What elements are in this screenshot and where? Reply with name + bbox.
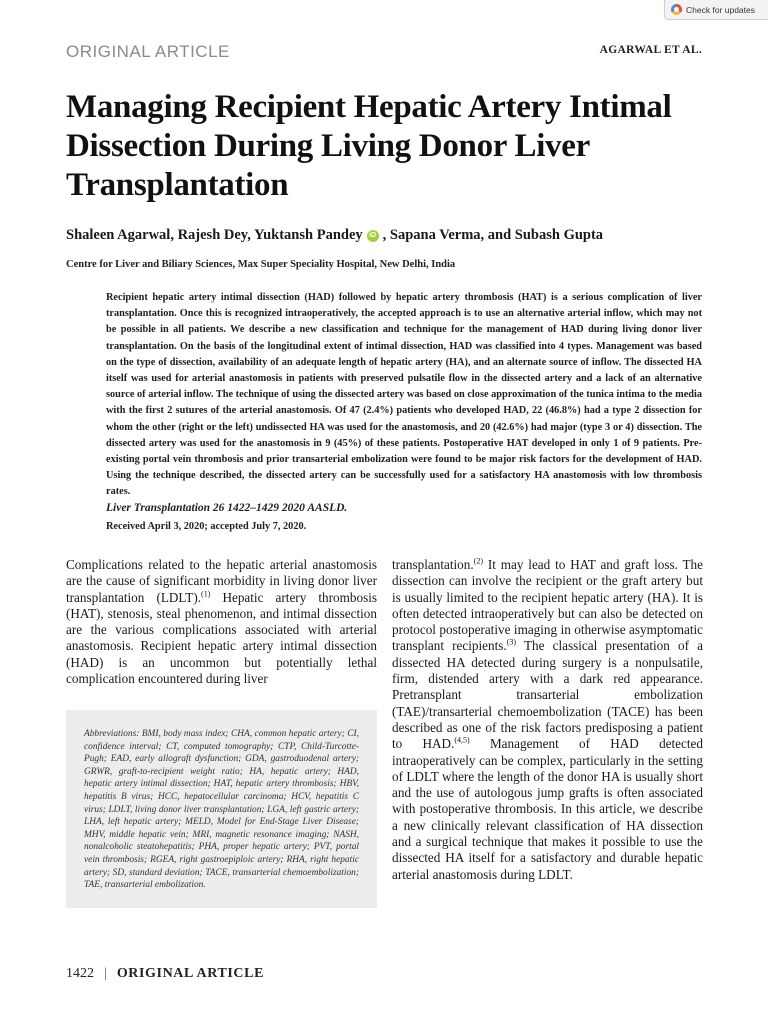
received-dates: Received April 3, 2020; accepted July 7, 2020. (106, 521, 307, 532)
body-text: Management of HAD detected intraoperatively can be complex, particularly in the setting of LDLT where the length of the donor HA is usually short and the use of autologous jump grafts is often associated with postoperative thrombosis. In this article, we describe a new clinically relevant classification of HA dissection and a surgical technique that makes it possible to use the dissected HA itself for a satisfactory and durable hepatic arterial anastomosis during LDLT. (392, 736, 703, 882)
article-title: Managing Recipient Hepatic Artery Intimal Dissection During Living Donor Liver Transplantation (66, 89, 672, 203)
body-text: Hepatic artery thrombosis (HAT), stenosis, steal phenomenon, and intimal dissection are the various complications associated with arterial anastomosis. Recipient hepatic artery intimal dissection (HAD) is an uncommon but potentially lethal complication encountered during liver (66, 589, 377, 687)
abstract: Recipient hepatic artery intimal dissection (HAD) followed by hepatic artery thrombosis (HAT) is a serious complication of liver transplantation. Once this is recognized intraoperatively, the accepted approach is to use an alternative arterial inflow, which may not be possible in all patients. We describe a new classification and technique for the management of HAD during living donor liver transplantation. On the basis of the longitudinal extent of intimal dissection, HAD was classified into 4 types. Management was based on the type of dissection, availability of an adequate length of hepatic artery (HA), and an alternate source of inflow. The dissected HA itself was used for arterial anastomosis in patients with preserved pulsatile flow in the dissected artery and a lack of an alternative source of arterial inflow. The technique of using the dissected artery was based on close approximation of the tunica intima to the media with the first 2 sutures of the arterial anastomosis. Of 47 (2.4%) patients who developed HAD, 22 (46.8%) had a type 2 dissection for whom the other (right or the left) undissected HA was used for the anastomosis, and 20 (42.6%) had major (type 3 or 4) dissection. The dissected artery was used for the anastomosis in 9 (45%) of these patients. Postoperative HAT developed in only 1 of 9 patients. Pre-existing portal vein thrombosis and prior transarterial embolization were found to be major risk factors for the development of HAD. Using the technique described, the dissected artery can be successfully used for a satisfactory HA anastomosis with low thrombosis rates. (106, 292, 702, 498)
reference-link[interactable]: (4,5) (454, 735, 470, 745)
footer-separator: | (104, 966, 107, 981)
body-text: The classical presentation of a dissected HA detected during surgery is a nonpulsatile, firm, distended artery with a dark red appearance. Pretransplant transarterial embolization (TAE)/transarterial chemoembolization (TACE) has been described as one of the risk factors predisposing a patient to HAD. (392, 638, 703, 752)
page-number: 1422 (66, 966, 94, 981)
body-text: Complications related to the hepatic arterial anastomosis are the cause of significant morbidity in living donor liver transplantation (LDLT). (66, 557, 377, 605)
orcid-icon[interactable]: iD (367, 230, 379, 242)
abbreviations-box (66, 710, 377, 908)
running-head: AGARWAL ET AL. (599, 44, 702, 56)
page-footer (66, 966, 264, 982)
authors-part-1: Shaleen Agarwal, Rajesh Dey, Yuktansh Pandey (66, 227, 363, 243)
affiliation: Centre for Liver and Biliary Sciences, Max Super Speciality Hospital, New Delhi, India (66, 259, 456, 270)
abbreviations-text: Abbreviations: BMI, body mass index; CHA, common hepatic artery; CI, confidence interval; CT, computed tomography; CTP, Child-Turcotte-Pugh; EAD, early allograft dysfunction; GDA, gastroduodenal artery; GRWR, graft-to-recipient weight ratio; HA, hepatic artery; HAD, hepatic artery intimal dissection; HAT, hepatic artery thrombosis; HBV, hepatitis B virus; HCC, hepatocellular carcinoma; HCV, hepatitis C virus; LDLT, living donor liver transplantation; LGA, left gastric artery; LHA, left hepatic artery; MELD, Model for End-Stage Liver Disease; MHV, middle hepatic vein; MRI, magnetic resonance imaging; NASH, nonalcoholic steatohepatitis; PHA, proper hepatic artery; PVT, portal vein thrombosis; RGEA, right gastroepiploic artery; RHA, right hepatic artery; SD, standard deviation; TACE, transarterial chemoembolization; TAE, transarterial embolization. (84, 729, 359, 891)
reference-link[interactable]: (2) (473, 556, 483, 566)
reference-link[interactable]: (1) (201, 589, 211, 599)
body-column-right (392, 557, 703, 883)
body-text: It may lead to HAT and graft loss. The dissection can involve the recipient or the graft artery but is usually limited to the recipient hepatic artery (HA). It is often detected intraoperatively but can also be detected on protocol postoperative imaging in otherwise asymptomatic transplant recipients. (392, 557, 703, 654)
journal-citation: Liver Transplantation 26 1422–1429 2020 AASLD. (106, 502, 348, 514)
authors-part-2: , Sapana Verma, and Subash Gupta (382, 227, 604, 243)
crossmark-icon (671, 4, 682, 15)
check-for-updates-button[interactable] (664, 0, 768, 20)
body-column-left (66, 557, 377, 687)
section-label: ORIGINAL ARTICLE (66, 42, 230, 61)
check-for-updates-label: Check for updates (686, 4, 755, 15)
body-text: transplantation. (392, 557, 474, 572)
footer-section-label: ORIGINAL ARTICLE (116, 966, 265, 981)
author-list (66, 227, 603, 244)
reference-link[interactable]: (3) (506, 638, 517, 648)
